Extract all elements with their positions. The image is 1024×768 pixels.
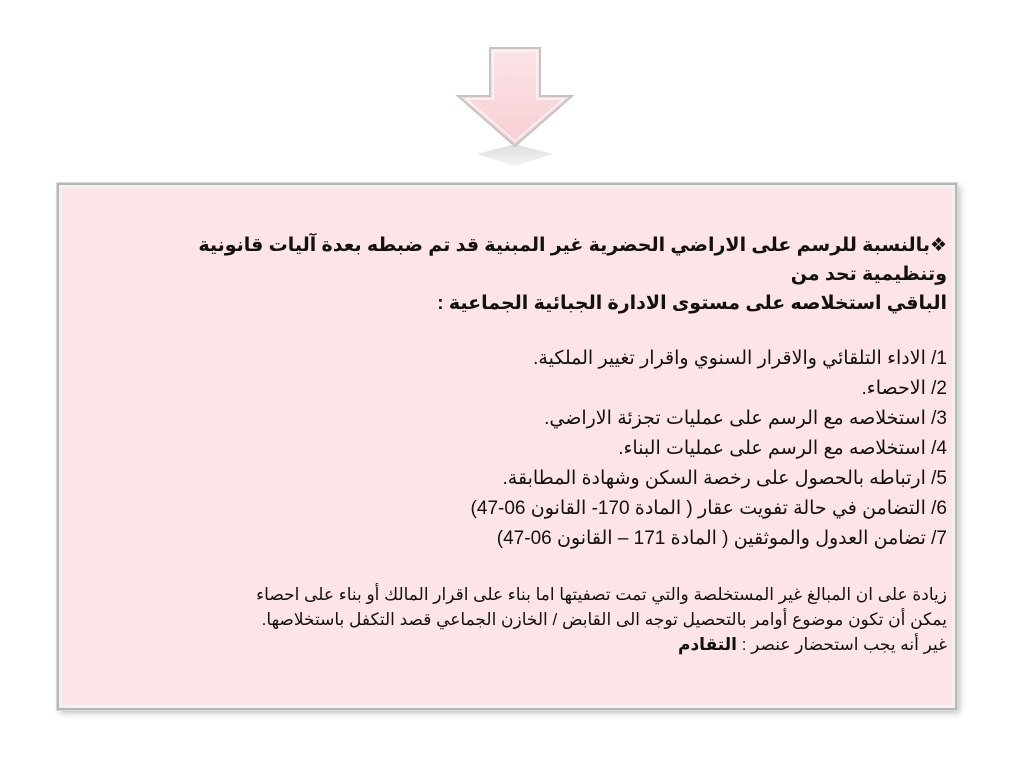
down-arrow-graphic <box>440 40 590 170</box>
down-arrow-icon <box>440 40 590 170</box>
list-item: 3/ استخلاصه مع الرسم على عمليات تجزئة الاراضي. <box>544 408 947 429</box>
intro-paragraph <box>109 231 947 318</box>
list-item: 2/ الاحصاء. <box>861 378 947 399</box>
content-text <box>109 231 947 657</box>
closing-line-3 <box>109 632 947 657</box>
closing-line-1: زيادة على ان المبالغ غير المستخلصة والتي تمت تصفيتها اما بناء على اقرار المالك أو بناء على احصاء <box>256 585 947 604</box>
list-item: 4/ استخلاصه مع الرسم على عمليات البناء. <box>618 438 947 459</box>
intro-line-2: الباقي استخلاصه على مستوى الادارة الجبائية الجماعية : <box>437 293 947 314</box>
closing-paragraph <box>109 582 947 657</box>
mechanisms-list <box>109 344 947 554</box>
closing-line-2: يمكن أن تكون موضوع أوامر بالتحصيل توجه الى القابض / الخازن الجماعي قصد التكفل باستخلاصها. <box>261 610 947 629</box>
intro-line-1: بالنسبة للرسم على الاراضي الحضرية غير المبنية قد تم ضبطه بعدة آليات قانونية وتنظيمية تحد من <box>198 235 947 285</box>
list-item: 5/ ارتباطه بالحصول على رخصة السكن وشهادة المطابقة. <box>502 468 947 489</box>
diamond-bullet-icon: ❖ <box>929 235 947 256</box>
prescription-term: التقادم <box>678 635 737 654</box>
closing-line-3-prefix: غير أنه يجب استحضار عنصر : <box>741 635 947 654</box>
list-item: 7/ تضامن العدول والموثقين ( المادة 171 – القانون 06-47) <box>496 528 947 549</box>
content-box <box>57 183 957 710</box>
list-item: 1/ الاداء التلقائي والاقرار السنوي واقرار تغيير الملكية. <box>533 348 947 369</box>
list-item: 6/ التضامن في حالة تفويت عقار ( المادة 170- القانون 06-47) <box>470 498 947 519</box>
